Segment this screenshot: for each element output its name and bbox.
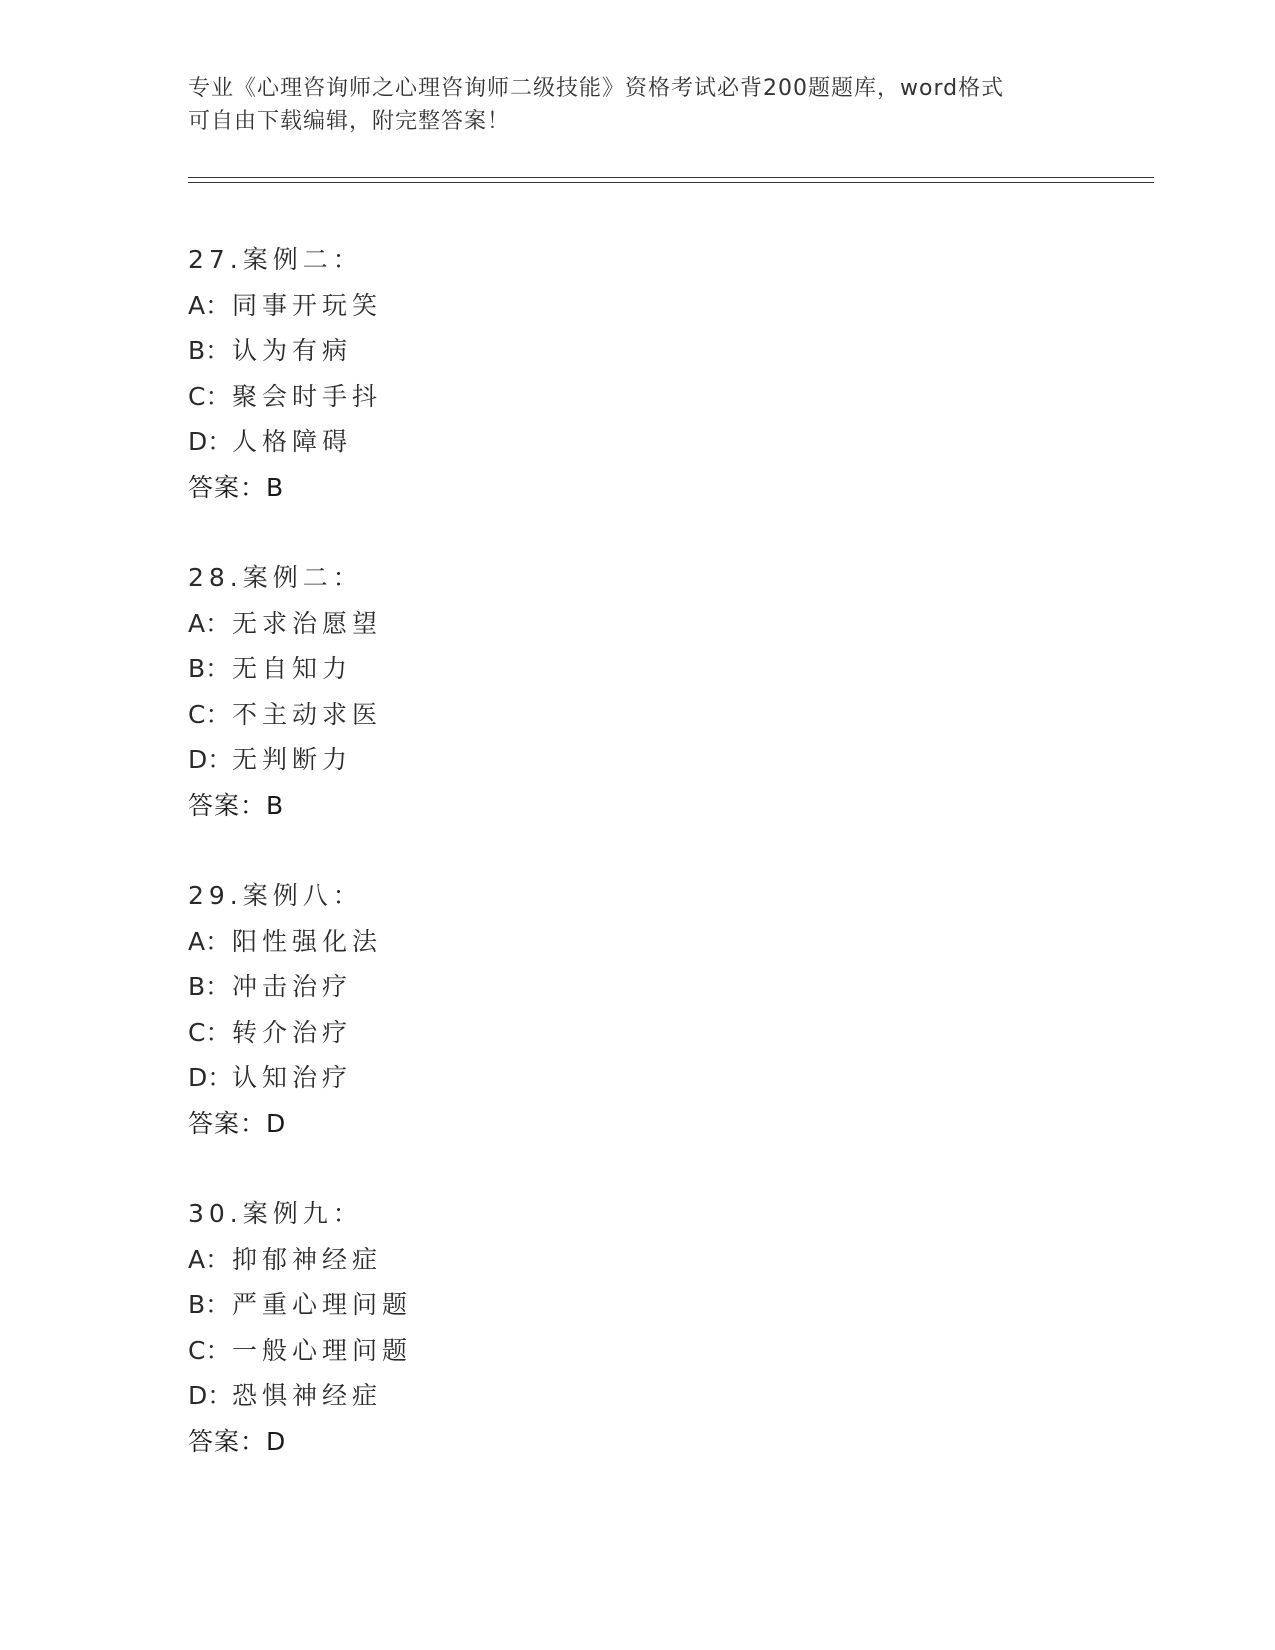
answer-line: 答案：D — [188, 1426, 287, 1456]
option-a — [188, 283, 1088, 329]
question-stem: 30.案例九： — [188, 1199, 363, 1228]
question-30 — [188, 1191, 1088, 1509]
option-text: 同事开玩笑 — [232, 290, 383, 320]
option-c — [188, 374, 1088, 420]
option-text: 严重心理问题 — [232, 1290, 413, 1319]
option-letter: C： — [188, 699, 231, 729]
question-29 — [188, 873, 1088, 1191]
option-text: 转介治疗 — [232, 1017, 353, 1047]
option-text: 无自知力 — [232, 654, 353, 683]
option-text: 人格障碍 — [232, 427, 353, 456]
option-b — [188, 964, 1088, 1010]
question-list — [188, 237, 1088, 1509]
option-letter: C： — [188, 1335, 231, 1365]
option-text: 无判断力 — [232, 745, 353, 774]
option-letter: D： — [188, 1381, 233, 1410]
option-text: 恐惧神经症 — [232, 1381, 383, 1410]
option-text: 不主动求医 — [232, 699, 383, 729]
option-b — [188, 1282, 1088, 1328]
header-line-2: 可自由下载编辑，附完整答案！ — [188, 109, 511, 134]
answer-line: 答案：D — [188, 1108, 287, 1138]
option-letter: C： — [188, 381, 231, 411]
header-divider-bottom — [188, 182, 1154, 183]
option-text: 抑郁神经症 — [232, 1244, 383, 1274]
option-text: 阳性强化法 — [232, 926, 383, 956]
option-letter: D： — [188, 1063, 233, 1092]
option-letter: A： — [188, 290, 231, 320]
question-stem: 28.案例二： — [188, 563, 363, 592]
option-c — [188, 692, 1088, 738]
option-c — [188, 1328, 1088, 1374]
option-text: 冲击治疗 — [232, 972, 353, 1001]
option-c — [188, 1010, 1088, 1056]
option-text: 认知治疗 — [232, 1063, 353, 1092]
option-letter: D： — [188, 745, 233, 774]
option-letter: B： — [188, 972, 231, 1001]
option-letter: A： — [188, 926, 231, 956]
option-b — [188, 328, 1088, 374]
option-a — [188, 919, 1088, 965]
option-letter: B： — [188, 654, 231, 683]
question-stem: 27.案例二： — [188, 245, 363, 274]
option-d — [188, 419, 1088, 465]
document-header — [188, 72, 1068, 138]
option-d — [188, 1373, 1088, 1419]
answer-line: 答案：B — [188, 790, 285, 820]
option-letter: A： — [188, 608, 231, 638]
option-text: 认为有病 — [232, 336, 353, 365]
answer-line: 答案：B — [188, 472, 285, 502]
option-d — [188, 1055, 1088, 1101]
option-letter: B： — [188, 336, 231, 365]
question-28 — [188, 555, 1088, 873]
header-divider-top — [188, 177, 1154, 178]
option-letter: C： — [188, 1017, 231, 1047]
option-text: 一般心理问题 — [232, 1335, 413, 1365]
question-27 — [188, 237, 1088, 555]
option-text: 聚会时手抖 — [232, 381, 383, 411]
option-b — [188, 646, 1088, 692]
option-letter: B： — [188, 1290, 231, 1319]
option-text: 无求治愿望 — [232, 608, 383, 638]
option-a — [188, 601, 1088, 647]
option-letter: D： — [188, 427, 233, 456]
option-a — [188, 1237, 1088, 1283]
header-line-1: 专业《心理咨询师之心理咨询师二级技能》资格考试必背200题题库，word格式 — [188, 76, 1005, 101]
option-d — [188, 737, 1088, 783]
question-stem: 29.案例八： — [188, 881, 363, 910]
option-letter: A： — [188, 1244, 231, 1274]
